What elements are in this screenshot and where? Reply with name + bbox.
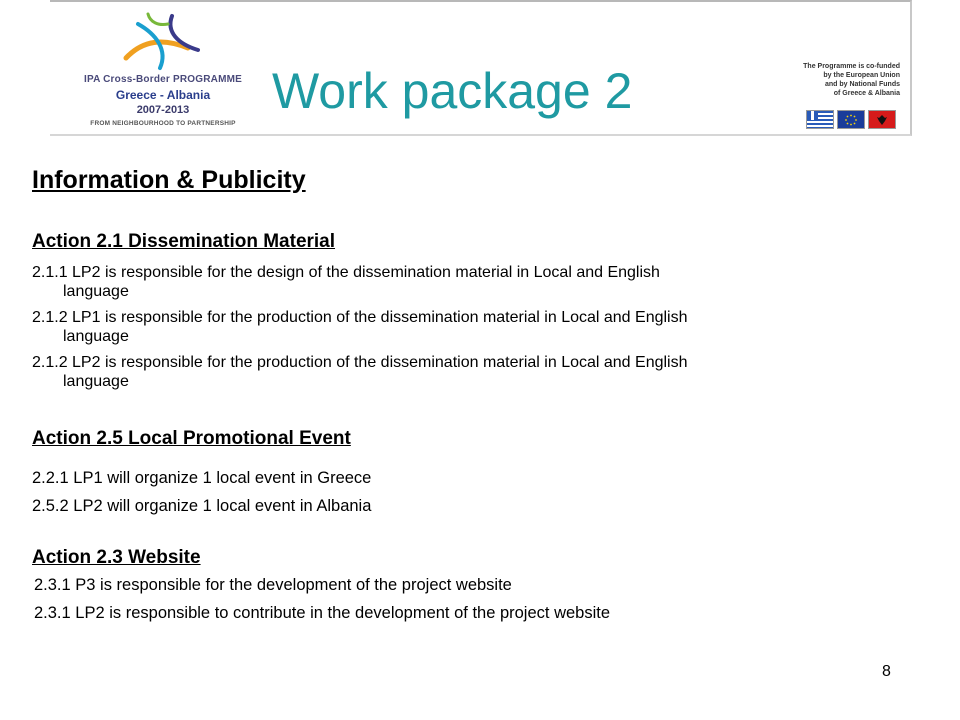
greece-flag-icon (806, 110, 834, 129)
item-text: 2.1.1 LP2 is responsible for the design of the dissemination material in Local and English (32, 264, 660, 281)
item-text-continued: language (63, 373, 129, 390)
item-text-continued: language (63, 328, 129, 345)
logo-countries: Greece - Albania (115, 88, 211, 102)
slide-title: Work package 2 (272, 63, 633, 119)
eu-flag-icon (837, 110, 865, 129)
logo-programme-name: IPA Cross-Border PROGRAMME (84, 74, 242, 85)
list-item (32, 353, 912, 391)
logo-slogan: FROM NEIGHBOURHOOD TO PARTNERSHIP (90, 120, 236, 127)
cofund-line: of Greece & Albania (833, 90, 900, 97)
flags-row (806, 110, 896, 129)
albania-flag-icon (868, 110, 896, 129)
section-heading: Information & Publicity (32, 166, 306, 194)
list-item: 2.2.1 LP1 will organize 1 local event in Greece (32, 469, 372, 487)
cofunding-notice (788, 62, 900, 132)
item-text: 2.1.2 LP2 is responsible for the production of the dissemination material in Local and English (32, 354, 688, 371)
logo-period: 2007-2013 (136, 104, 190, 116)
list-item (32, 263, 912, 301)
page-number: 8 (882, 663, 891, 680)
list-item: 2.3.1 LP2 is responsible to contribute in the development of the project website (34, 604, 611, 622)
cofund-line: by the European Union (823, 72, 900, 79)
list-item (32, 308, 912, 346)
cofund-line: The Programme is co-funded (803, 63, 900, 70)
item-text-continued: language (63, 283, 129, 300)
cofund-line: and by National Funds (824, 81, 900, 88)
header-banner (50, 0, 912, 136)
action-2-5-heading: Action 2.5 Local Promotional Event (32, 428, 351, 449)
item-text: 2.1.2 LP1 is responsible for the production of the dissemination material in Local and English (32, 309, 688, 326)
list-item: 2.5.2 LP2 will organize 1 local event in Albania (32, 497, 372, 515)
action-2-3-heading: Action 2.3 Website (32, 547, 201, 568)
action-2-1-heading: Action 2.1 Dissemination Material (32, 231, 336, 252)
programme-emblem-icon (118, 10, 208, 72)
ipa-programme-logo (68, 8, 258, 132)
cofunding-text (788, 62, 900, 98)
list-item: 2.3.1 P3 is responsible for the development of the project website (34, 576, 512, 594)
